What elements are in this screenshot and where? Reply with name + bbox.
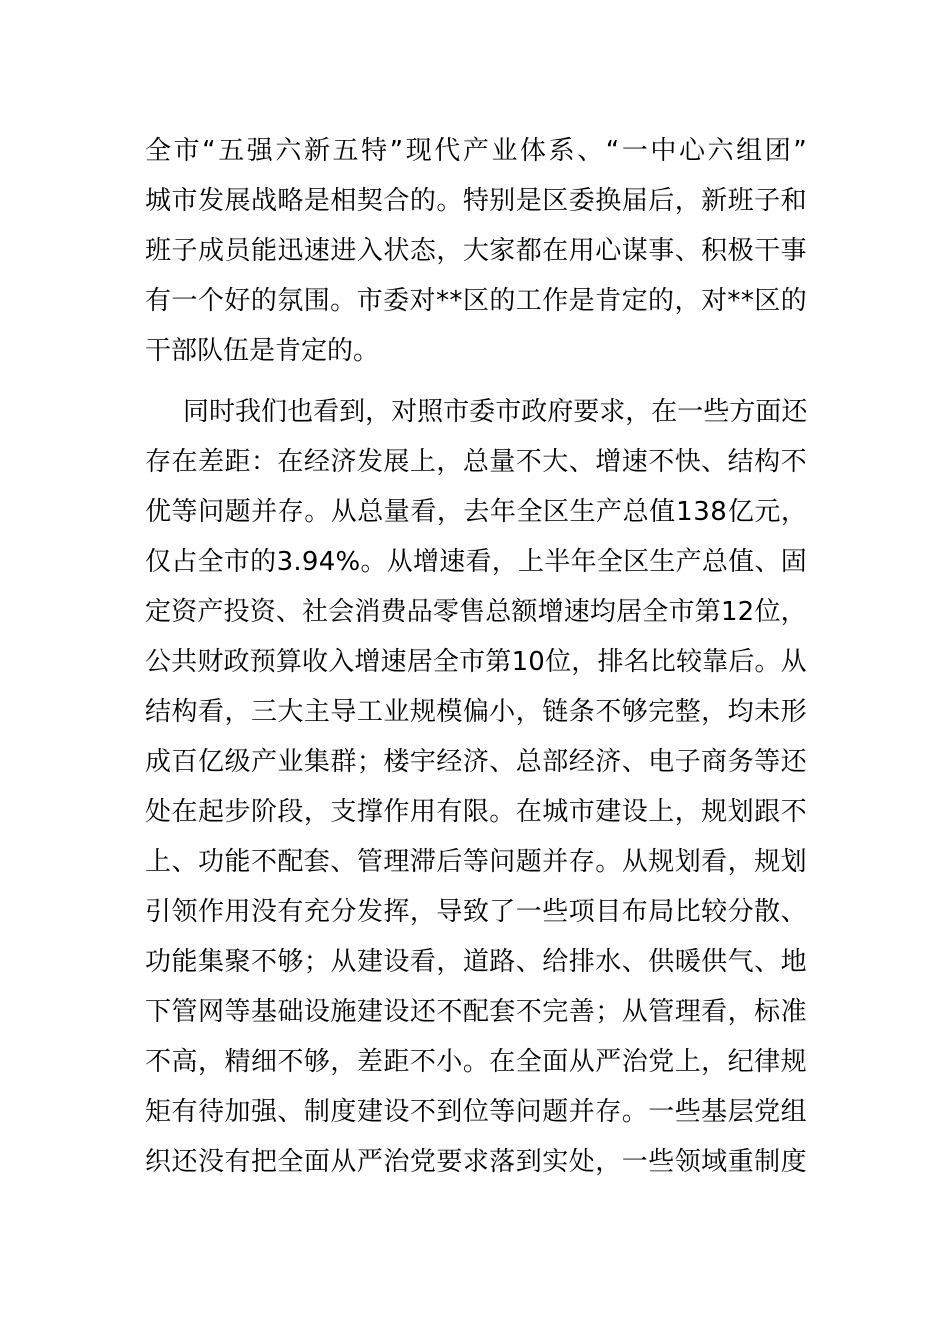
text-line: 干部队伍是肯定的。 (145, 336, 380, 366)
text-line: 成 百 亿 级 产 业 集 群 ； 楼 宇 经 济 、 总 部 经 济 、 电 子 商 务 等 还 (145, 747, 807, 777)
text-line: 公 共 财 政 预 算 收 入 增 速 居 全 市 第 1 0 位 ， 排 名 比 较 靠 后 。 从 (145, 647, 807, 677)
text-line: 引 领 作 用 没 有 充 分 发 挥 ， 导 致 了 一 些 项 目 布 局 比 较 分 散 、 (145, 897, 807, 927)
text-line: 定 资 产 投 资 、 社 会 消 费 品 零 售 总 额 增 速 均 居 全 市 第 1 2 位 ， (145, 597, 807, 627)
text-line: 存 在 差 距 ： 在 经 济 发 展 上 ， 总 量 不 大 、 增 速 不 快 、 结 构 不 (145, 447, 807, 477)
text-line: 织 还 没 有 把 全 面 从 严 治 党 要 求 落 到 实 处 ， 一 些 领 域 重 制 度 (145, 1147, 807, 1177)
text-line: 处 在 起 步 阶 段 ， 支 撑 作 用 有 限 。 在 城 市 建 设 上 ， 规 划 跟 不 (145, 797, 807, 827)
text-line: 仅 占 全 市 的 3 . 9 4 % 。 从 增 速 看 ， 上 半 年 全 区 生 产 总 值 、 固 (145, 547, 807, 577)
text-line: 有 一 个 好 的 氛 围 。 市 委 对 * * 区 的 工 作 是 肯 定 的 ， 对 * * 区 的 (145, 286, 807, 316)
text-line: 下 管 网 等 基 础 设 施 建 设 还 不 配 套 不 完 善 ； 从 管 理 看 ， 标 准 (145, 997, 807, 1027)
text-line: 功 能 集 聚 不 够 ； 从 建 设 看 ， 道 路 、 给 排 水 、 供 暖 供 气 、 地 (145, 947, 807, 977)
text-line: 同 时 我 们 也 看 到 ， 对 照 市 委 市 政 府 要 求 ， 在 一 些 方 面 还 (183, 397, 808, 427)
text-line: 优 等 问 题 并 存 。 从 总 量 看 ， 去 年 全 区 生 产 总 值 1 3 8 亿 元 ， (145, 497, 807, 527)
text-line: 矩 有 待 加 强 、 制 度 建 设 不 到 位 等 问 题 并 存 。 一 些 基 层 党 组 (145, 1097, 807, 1127)
text-line: 上 、 功 能 不 配 套 、 管 理 滞 后 等 问 题 并 存 。 从 规 划 看 ， 规 划 (145, 847, 807, 877)
text-line: 城 市 发 展 战 略 是 相 契 合 的 。 特 别 是 区 委 换 届 后 ， 新 班 子 和 (145, 186, 807, 216)
text-line: 班 子 成 员 能 迅 速 进 入 状 态 ， 大 家 都 在 用 心 谋 事 、 积 极 干 事 (145, 236, 807, 266)
text-line: 全 市 “ 五 强 六 新 五 特 ” 现 代 产 业 体 系 、 “ 一 中 心 六 组 团 ” (145, 136, 807, 166)
text-line: 不 高 ， 精 细 不 够 ， 差 距 不 小 。 在 全 面 从 严 治 党 上 ， 纪 律 规 (145, 1047, 807, 1077)
text-line: 结 构 看 ， 三 大 主 导 工 业 规 模 偏 小 ， 链 条 不 够 完 整 ， 均 未 形 (145, 697, 807, 727)
